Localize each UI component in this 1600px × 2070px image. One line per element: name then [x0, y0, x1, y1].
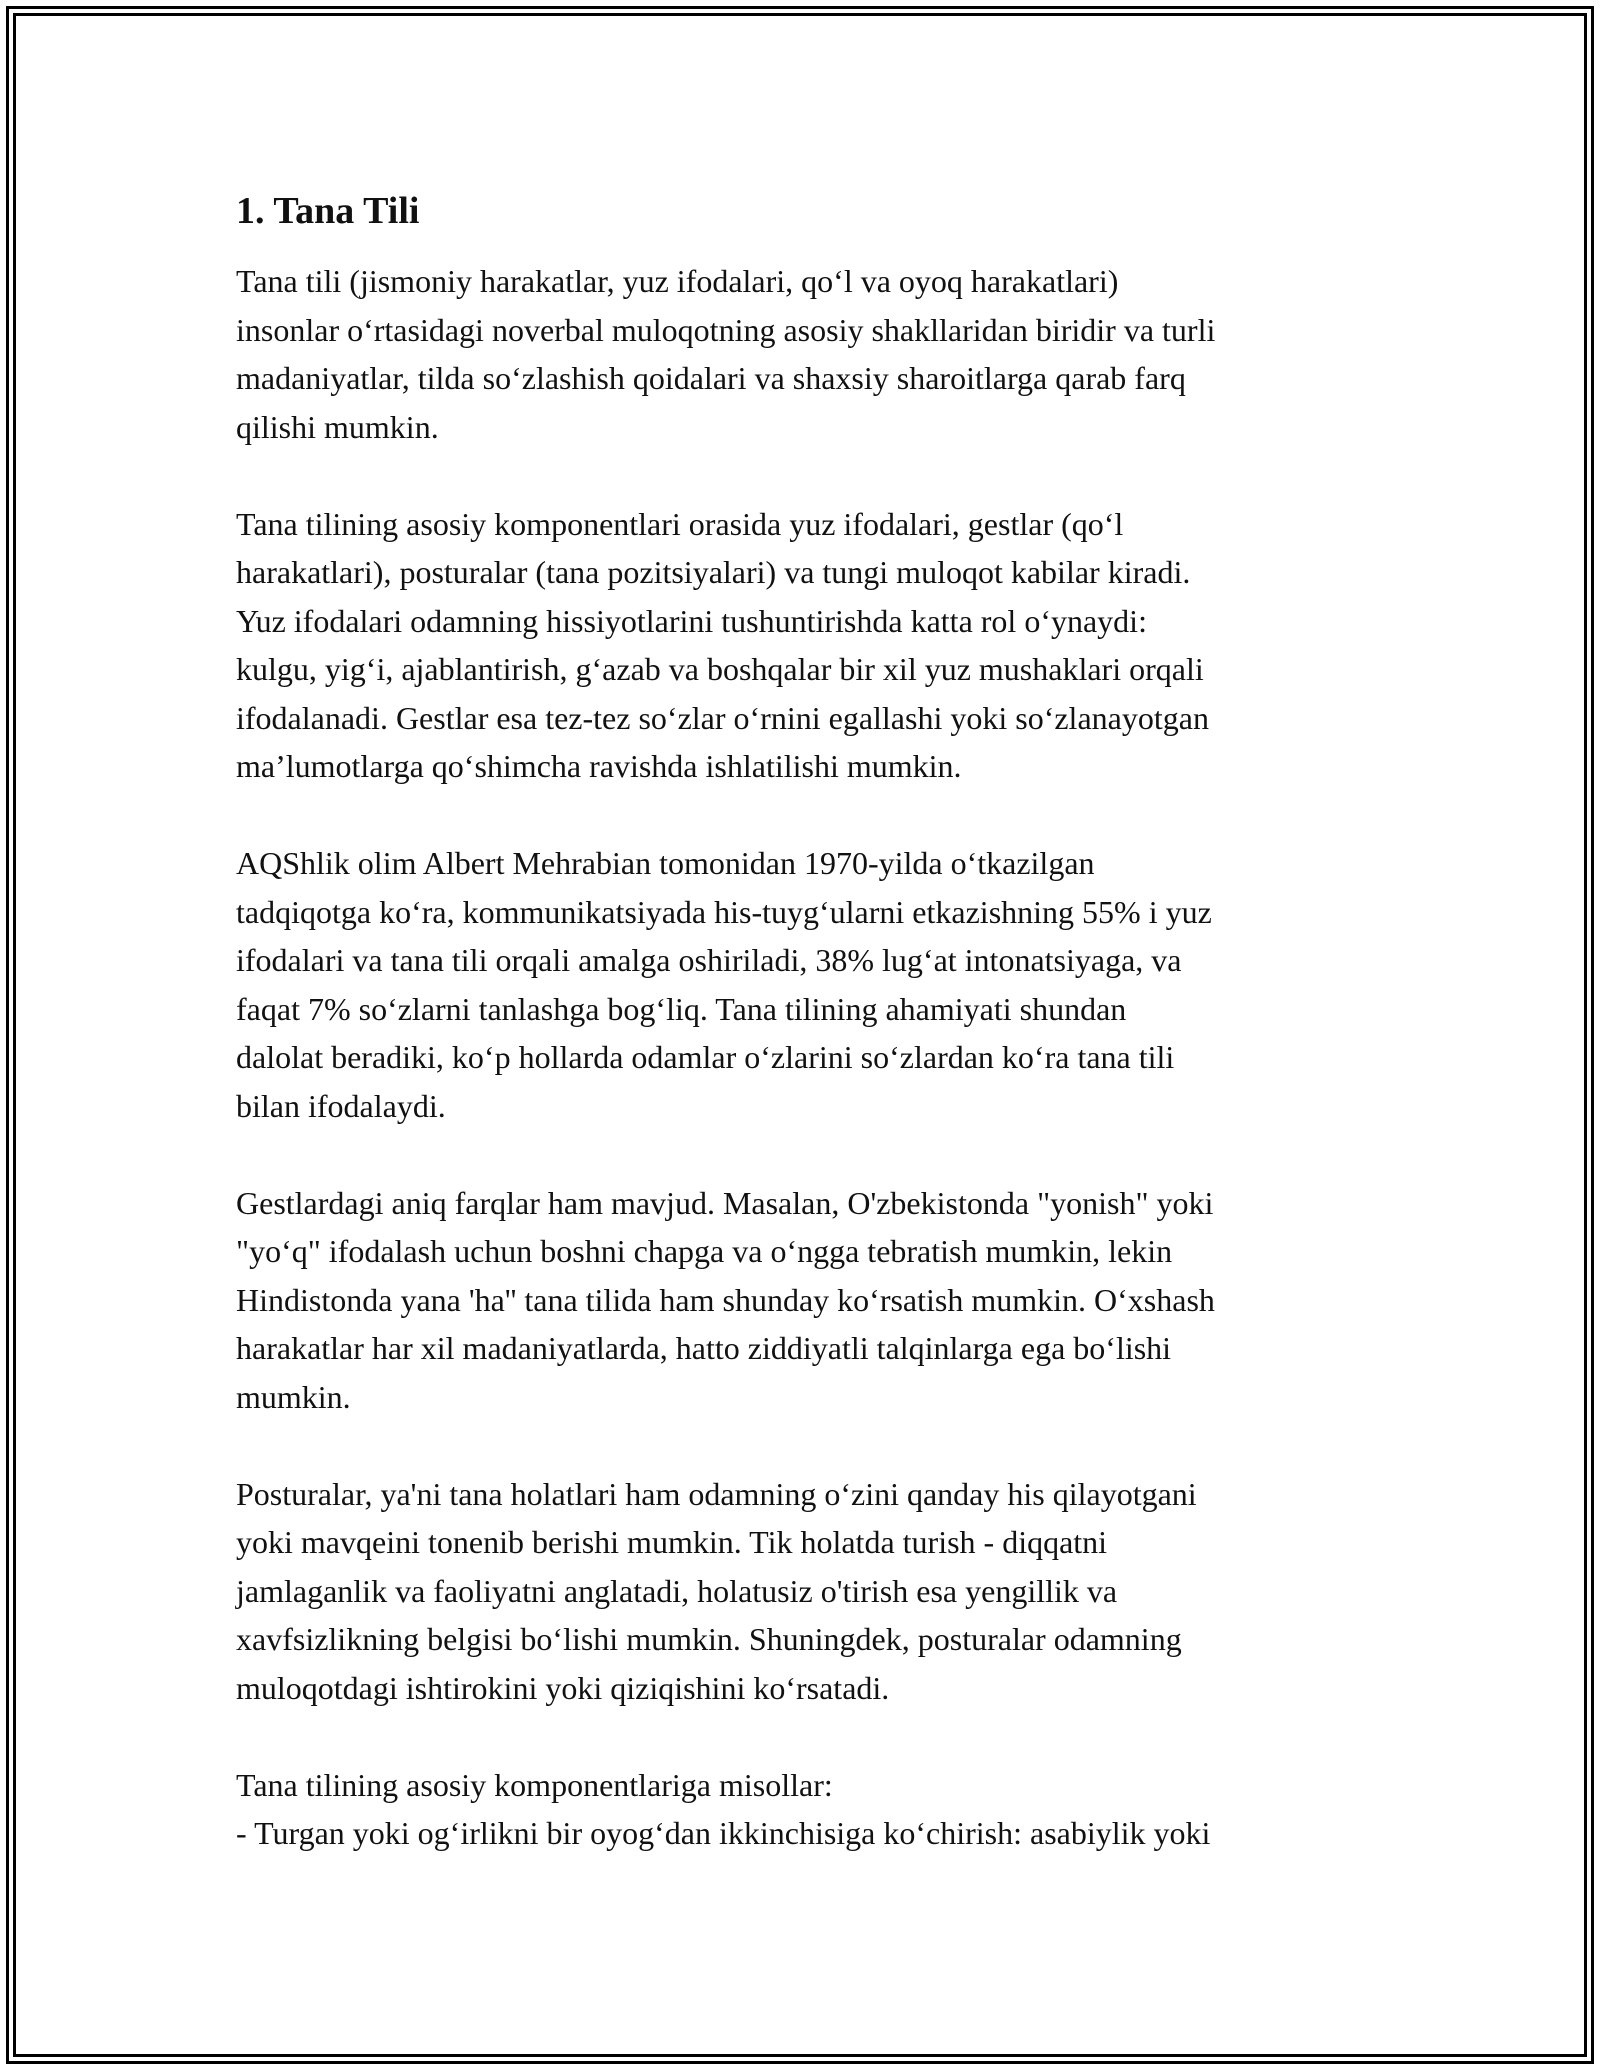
text-line: Tana tilining asosiy komponentlariga misollar: [236, 1766, 833, 1803]
text-line: ifodalanadi. Gestlar esa tez-tez so‘zlar o‘rnini egallashi yoki so‘zlanayotgan [236, 699, 1209, 736]
text-line: Tana tili (jismoniy harakatlar, yuz ifodalari, qo‘l va oyoq harakatlari) [236, 263, 1119, 299]
section-heading: 1. Tana Tili [236, 190, 420, 232]
text-line: "yo‘q" ifodalash uchun boshni chapga va o‘ngga tebratish mumkin, lekin [236, 1233, 1173, 1269]
text-line: Posturalar, ya'ni tana holatlari ham odamning o‘zini qanday his qilayotgani [236, 1475, 1197, 1512]
text-line: qilishi mumkin. [236, 408, 439, 445]
document-body [236, 185, 1376, 1906]
text-line: yoki mavqeini tonenib berishi mumkin. Tik holatda turish - diqqatni [236, 1524, 1108, 1560]
paragraph-gestures [236, 1179, 1376, 1422]
paragraph-postures [236, 1470, 1376, 1713]
text-line: muloqotdagi ishtirokini yoki qiziqishini ko‘rsatadi. [236, 1669, 890, 1706]
text-line: Yuz ifodalari odamning hissiyotlarini tushuntirishda katta rol o‘ynaydi: [236, 602, 1147, 639]
text-line: Hindistonda yana 'ha'' tana tilida ham shunday ko‘rsatish mumkin. O‘xshash [236, 1281, 1215, 1318]
text-line: harakatlari), posturalar (tana pozitsiyalari) va tungi muloqot kabilar kiradi. [236, 554, 1191, 590]
text-line: insonlar o‘rtasidagi noverbal muloqotning asosiy shakllaridan biridir va turli [236, 311, 1216, 348]
text-line: ifodalari va tana tili orqali amalga oshiriladi, 38% lug‘at intonatsiyaga, va [236, 942, 1182, 978]
text-line: bilan ifodalaydi. [236, 1087, 446, 1124]
text-line: ma’lumotlarga qo‘shimcha ravishda ishlatilishi mumkin. [236, 748, 962, 784]
text-line: harakatlar har xil madaniyatlarda, hatto ziddiyatli talqinlarga ega bo‘lishi [236, 1330, 1172, 1366]
text-line: tadqiqotga ko‘ra, kommunikatsiyada his-tuyg‘ularni etkazishning 55% i yuz [236, 893, 1212, 930]
paragraph-components [236, 500, 1376, 791]
paragraph-mehrabian [236, 839, 1376, 1130]
paragraph-examples [236, 1761, 1376, 1858]
text-line: kulgu, yig‘i, ajablantirish, g‘azab va boshqalar bir xil yuz mushaklari orqali [236, 651, 1204, 687]
text-line: dalolat beradiki, ko‘p hollarda odamlar o‘zlarini so‘zlardan ko‘ra tana tili [236, 1039, 1175, 1075]
paragraph-intro [236, 257, 1376, 451]
text-line: mumkin. [236, 1378, 351, 1415]
text-line: AQShlik olim Albert Mehrabian tomonidan 1970-yilda o‘tkazilgan [236, 845, 1095, 881]
list-item: - Turgan yoki og‘irlikni bir oyog‘dan ikkinchisiga ko‘chirish: asabiylik yoki [236, 1815, 1211, 1851]
text-line: Gestlardagi aniq farqlar ham mavjud. Masalan, O'zbekistonda "yonish" yoki [236, 1184, 1214, 1221]
text-line: madaniyatlar, tilda so‘zlashish qoidalari va shaxsiy sharoitlarga qarab farq [236, 360, 1186, 396]
text-line: faqat 7% so‘zlarni tanlashga bog‘liq. Tana tilining ahamiyati shundan [236, 990, 1127, 1027]
text-line: jamlaganlik va faoliyatni anglatadi, holatusiz o'tirish esa yengillik va [236, 1572, 1118, 1609]
text-line: Tana tilining asosiy komponentlari orasida yuz ifodalari, gestlar (qo‘l [236, 505, 1124, 542]
text-line: xavfsizlikning belgisi bo‘lishi mumkin. Shuningdek, posturalar odamning [236, 1621, 1182, 1657]
